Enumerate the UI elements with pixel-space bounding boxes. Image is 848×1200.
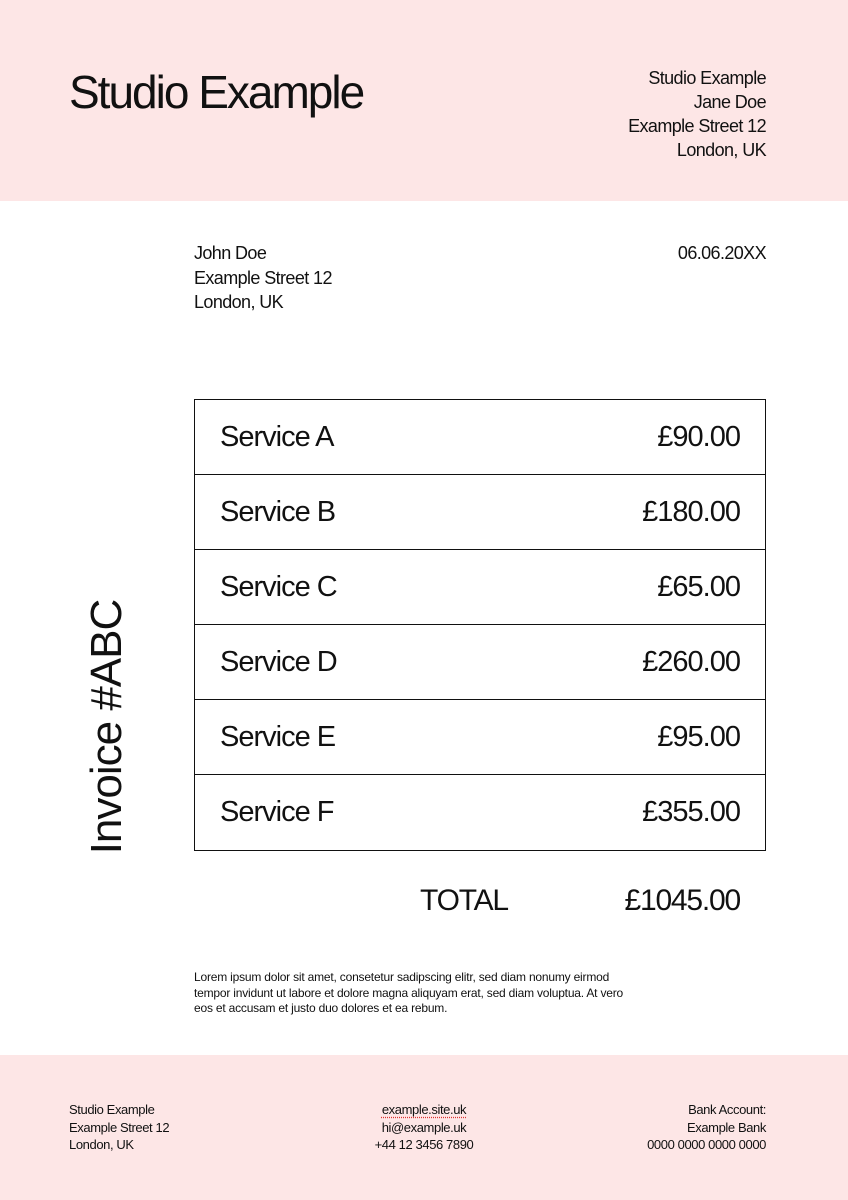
item-name: Service A [220,420,334,453]
items-table [194,399,766,851]
phone-number: +44 12 3456 7890 [374,1137,474,1152]
item-name: Service E [220,720,336,753]
header-band [0,0,848,201]
note-text: Lorem ipsum dolor sit amet, consetetur sadipscing elitr, sed diam nonumy eirmod tempor invidunt ut labore et dolore magna aliquyam erat, sed diam voluptua. At vero eos et accusam et justo duo dolores et ea rebum. [194,970,623,1015]
item-name: Service F [220,796,334,828]
recipient-street: Example Street 12 [194,267,332,288]
footer-band [0,1055,848,1200]
item-name: Service C [220,570,337,603]
item-row [195,700,765,775]
email-link[interactable]: hi@example.uk [381,1119,467,1135]
item-price: £355.00 [642,796,740,828]
footer-bank [647,1101,766,1154]
brand-title: Studio Example [69,66,364,118]
item-price: £90.00 [657,420,740,453]
sender-city: London, UK [676,140,766,160]
total-label: TOTAL [420,884,508,917]
footer-city: London, UK [69,1137,134,1152]
website-link[interactable]: example.site.uk [381,1102,467,1117]
sender-contact: Jane Doe [693,92,766,112]
item-price: £260.00 [642,645,740,678]
item-name: Service D [220,645,337,678]
sender-address [628,66,766,162]
sender-street: Example Street 12 [628,116,766,136]
sender-name: Studio Example [648,68,766,88]
recipient-name: John Doe [194,243,267,263]
bank-label: Bank Account: [688,1102,766,1117]
invoice-date: 06.06.20XX [677,243,766,263]
recipient-address [194,241,332,315]
item-name: Service B [220,495,336,528]
item-row [195,475,765,550]
item-row [195,775,765,850]
footer-street: Example Street 12 [69,1119,170,1135]
bank-account-number: 0000 0000 0000 0000 [647,1137,766,1152]
total-value: £1045.00 [624,884,740,917]
item-price: £180.00 [642,495,740,528]
item-row [195,400,765,475]
footer-contact [324,1101,524,1154]
invoice-title: Invoice #ABC [82,599,131,855]
item-price: £65.00 [657,570,740,603]
footer-company: Studio Example [69,1102,155,1117]
item-price: £95.00 [657,720,740,753]
bank-name: Example Bank [686,1119,766,1135]
item-row [195,550,765,625]
item-row [195,625,765,700]
footer-address [69,1101,169,1154]
recipient-city: London, UK [194,292,284,312]
